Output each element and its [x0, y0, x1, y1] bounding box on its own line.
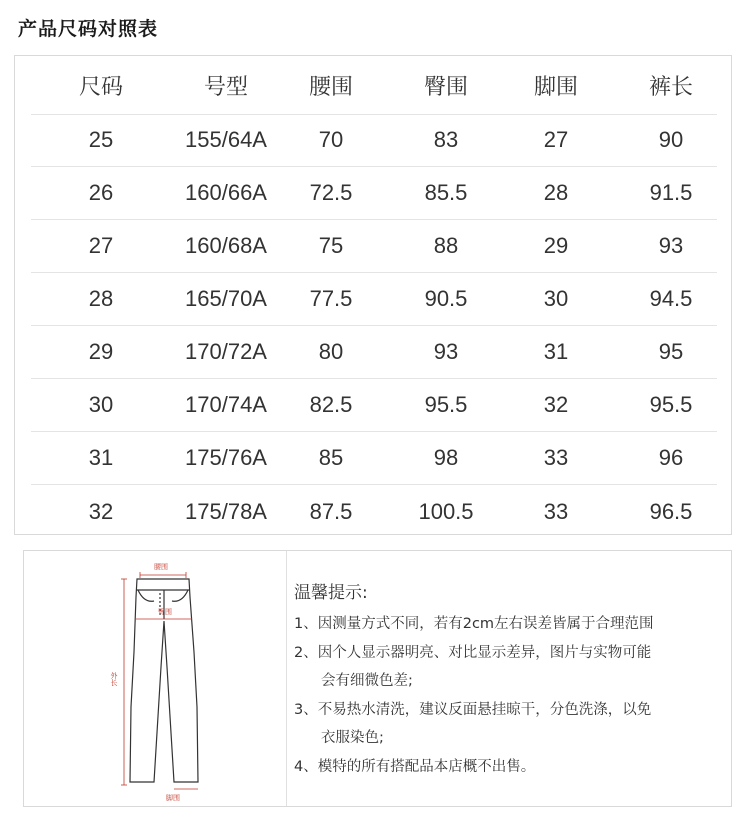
- table-cell: 33: [543, 445, 569, 470]
- leg-opening-label: 脚围: [166, 794, 180, 802]
- table-row: [31, 486, 717, 538]
- table-cell: 88: [433, 233, 459, 258]
- header-cell: 尺码: [78, 75, 123, 100]
- table-cell: 175/78A: [185, 499, 267, 524]
- table-cell: 90.5: [424, 286, 468, 311]
- tip-item-continuation: 会有细微色差;: [321, 673, 413, 689]
- table-cell: 98: [433, 445, 459, 470]
- table-row: [31, 220, 717, 273]
- table-cell: 30: [543, 286, 569, 311]
- tips-title: 温馨提示:: [294, 583, 368, 603]
- table-cell: 170/74A: [185, 392, 267, 417]
- table-cell: 30: [88, 392, 114, 417]
- table-cell: 29: [88, 339, 114, 364]
- table-cell: 70: [318, 127, 344, 152]
- table-cell: 27: [543, 127, 569, 152]
- table-cell: 175/76A: [185, 445, 267, 470]
- table-cell: 83: [433, 127, 459, 152]
- table-row: [31, 432, 717, 485]
- table-cell: 160/68A: [185, 233, 267, 258]
- table-cell: 27: [88, 233, 114, 258]
- table-row: [31, 167, 717, 220]
- table-cell: 93: [658, 233, 684, 258]
- table-cell: 26: [88, 180, 114, 205]
- table-cell: 32: [88, 499, 114, 524]
- tip-item: 4、模特的所有搭配品本店概不出售。: [294, 759, 536, 775]
- header-cell: 腰围: [308, 75, 353, 100]
- table-cell: 75: [318, 233, 344, 258]
- size-table: [14, 55, 732, 535]
- table-cell: 91.5: [649, 180, 693, 205]
- table-cell: 29: [543, 233, 569, 258]
- table-cell: 85.5: [424, 180, 468, 205]
- table-cell: 85: [318, 445, 344, 470]
- table-cell: 165/70A: [185, 286, 267, 311]
- length-label: 外长: [110, 672, 118, 686]
- table-cell: 160/66A: [185, 180, 267, 205]
- table-cell: 80: [318, 339, 344, 364]
- table-cell: 72.5: [309, 180, 353, 205]
- table-cell: 100.5: [418, 499, 474, 524]
- table-cell: 96.5: [649, 499, 693, 524]
- table-row: [31, 379, 717, 432]
- table-cell: 28: [88, 286, 114, 311]
- table-row: [31, 326, 717, 379]
- tip-item: 3、不易热水清洗，建议反面悬挂晾干，分色洗涤，以免: [294, 702, 652, 718]
- table-cell: 77.5: [309, 286, 353, 311]
- table-header-row: [31, 62, 717, 115]
- table-cell: 95.5: [424, 392, 468, 417]
- trousers-diagram: [74, 557, 254, 802]
- table-cell: 31: [543, 339, 569, 364]
- table-row: [31, 114, 717, 167]
- table-cell: 95: [658, 339, 684, 364]
- table-cell: 25: [88, 127, 114, 152]
- table-cell: 82.5: [309, 392, 353, 417]
- tip-item-continuation: 衣服染色;: [321, 730, 384, 746]
- table-cell: 95.5: [649, 392, 693, 417]
- table-row: [31, 273, 717, 326]
- hip-label: 臀围: [158, 608, 172, 616]
- header-cell: 臀围: [423, 75, 468, 100]
- table-cell: 32: [543, 392, 569, 417]
- tip-item: 1、因测量方式不同，若有2cm左右误差皆属于合理范围: [294, 616, 654, 632]
- table-cell: 93: [433, 339, 459, 364]
- table-cell: 170/72A: [185, 339, 267, 364]
- table-cell: 155/64A: [185, 127, 267, 152]
- waist-label: 腰围: [154, 563, 168, 571]
- table-cell: 96: [658, 445, 684, 470]
- info-panel: [23, 550, 732, 807]
- header-cell: 脚围: [533, 75, 578, 100]
- table-cell: 28: [543, 180, 569, 205]
- panel-divider: [286, 551, 287, 806]
- table-cell: 87.5: [309, 499, 353, 524]
- header-cell: 裤长: [648, 75, 693, 100]
- table-cell: 90: [658, 127, 684, 152]
- table-cell: 31: [88, 445, 114, 470]
- table-cell: 33: [543, 499, 569, 524]
- table-cell: 94.5: [649, 286, 693, 311]
- tip-item: 2、因个人显示器明亮、对比显示差异，图片与实物可能: [294, 645, 652, 661]
- page-title: 产品尺码对照表: [18, 18, 159, 40]
- header-cell: 号型: [203, 75, 248, 100]
